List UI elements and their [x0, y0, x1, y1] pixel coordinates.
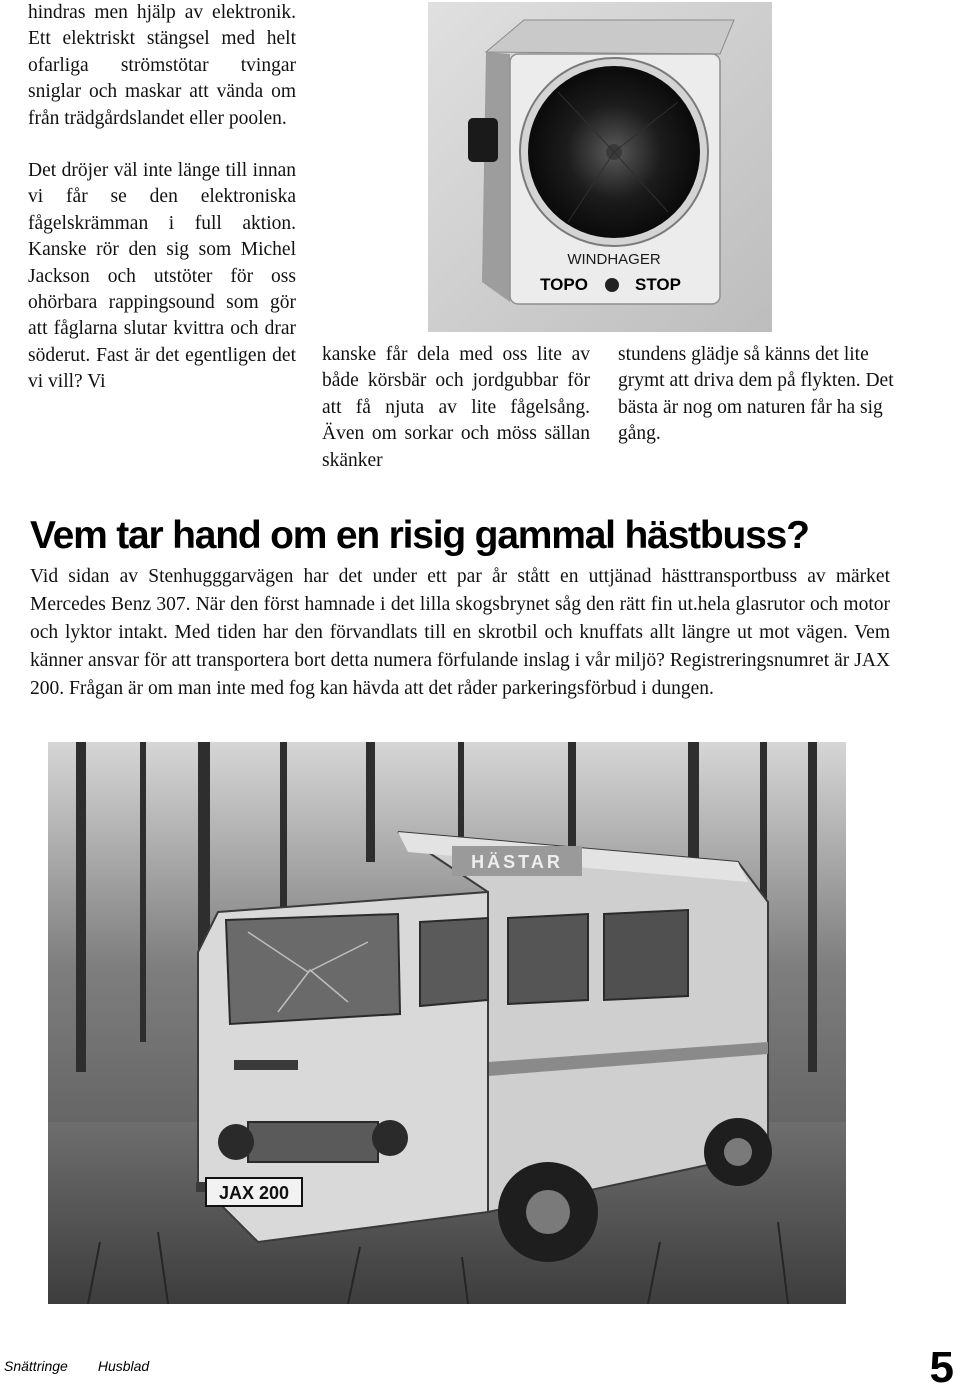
horse-bus-photo — [48, 742, 846, 1304]
page-number: 5 — [929, 1343, 954, 1392]
middle-paragraph: kanske får dela med oss lite av både körsbär och jordgubbar för att få njuta av lite fågelsång. Även om sorkar och möss sällan skänker — [322, 344, 590, 471]
article-headline: Vem tar hand om en risig gammal hästbuss? — [30, 514, 809, 557]
license-plate-text: JAX 200 — [218, 1183, 290, 1203]
bus-side-text: HÄSTAR — [471, 852, 563, 872]
left-paragraph-1: hindras men hjälp av elektronik. Ett elektriskt stängsel med helt ofarliga strömstötar tvingar sniglar och maskar att vända om från trädgårdslandet eller poolen. — [28, 2, 296, 129]
device-label-right: STOP — [635, 275, 681, 294]
switch-icon — [468, 118, 498, 162]
column-left — [28, 0, 296, 396]
right-paragraph: stundens glädje så känns det lite grymt att driva dem på flykten. Det bästa är nog om naturen får ha sig gång. — [618, 344, 894, 445]
device-brand-label: WINDHAGER — [567, 251, 661, 268]
footer-publication-part1: Snättringe — [4, 1358, 68, 1374]
device-label-left: TOPO — [540, 275, 588, 294]
bird-scarer-illustration — [428, 2, 772, 332]
column-right — [618, 342, 896, 448]
article-paragraph: Vid sidan av Stenhugggarvägen har det under ett par år stått en uttjänad hästtransportbuss av märket Mercedes Benz 307. När den först hamnade i det lilla skogsbrynet såg den rätt fin ut.hela glasrutor och motor och lyktor intakt. Med tiden har den förvandlats till en skrotbil och knuffats allt längre ut mot vägen. Vem känner ansvar för att transportera bort detta numera förfulande inslag i vår miljö? Registreringsnumret är JAX 200. Frågan är om man inte med fog kan hävda att det råder parkeringsförbud i dungen. — [30, 566, 890, 699]
column-middle — [322, 342, 590, 474]
horse-bus-illustration — [48, 742, 846, 1304]
footer-publication — [4, 1358, 149, 1374]
bird-scarer-photo — [428, 2, 772, 332]
left-paragraph-2: Det dröjer väl inte länge till innan vi får se den elektroniska fågelskrämman i full aktion. Kanske rör den sig som Michel Jackson och utstöter för oss ohörbara rappingsound som gör att fåglarna slutar kvittra och drar söderut. Fast är det egentligen det vi vill? Vi — [28, 160, 296, 393]
footer-publication-part2: Husblad — [97, 1358, 150, 1374]
article-body — [30, 563, 890, 703]
device-logo-icon — [605, 278, 619, 292]
